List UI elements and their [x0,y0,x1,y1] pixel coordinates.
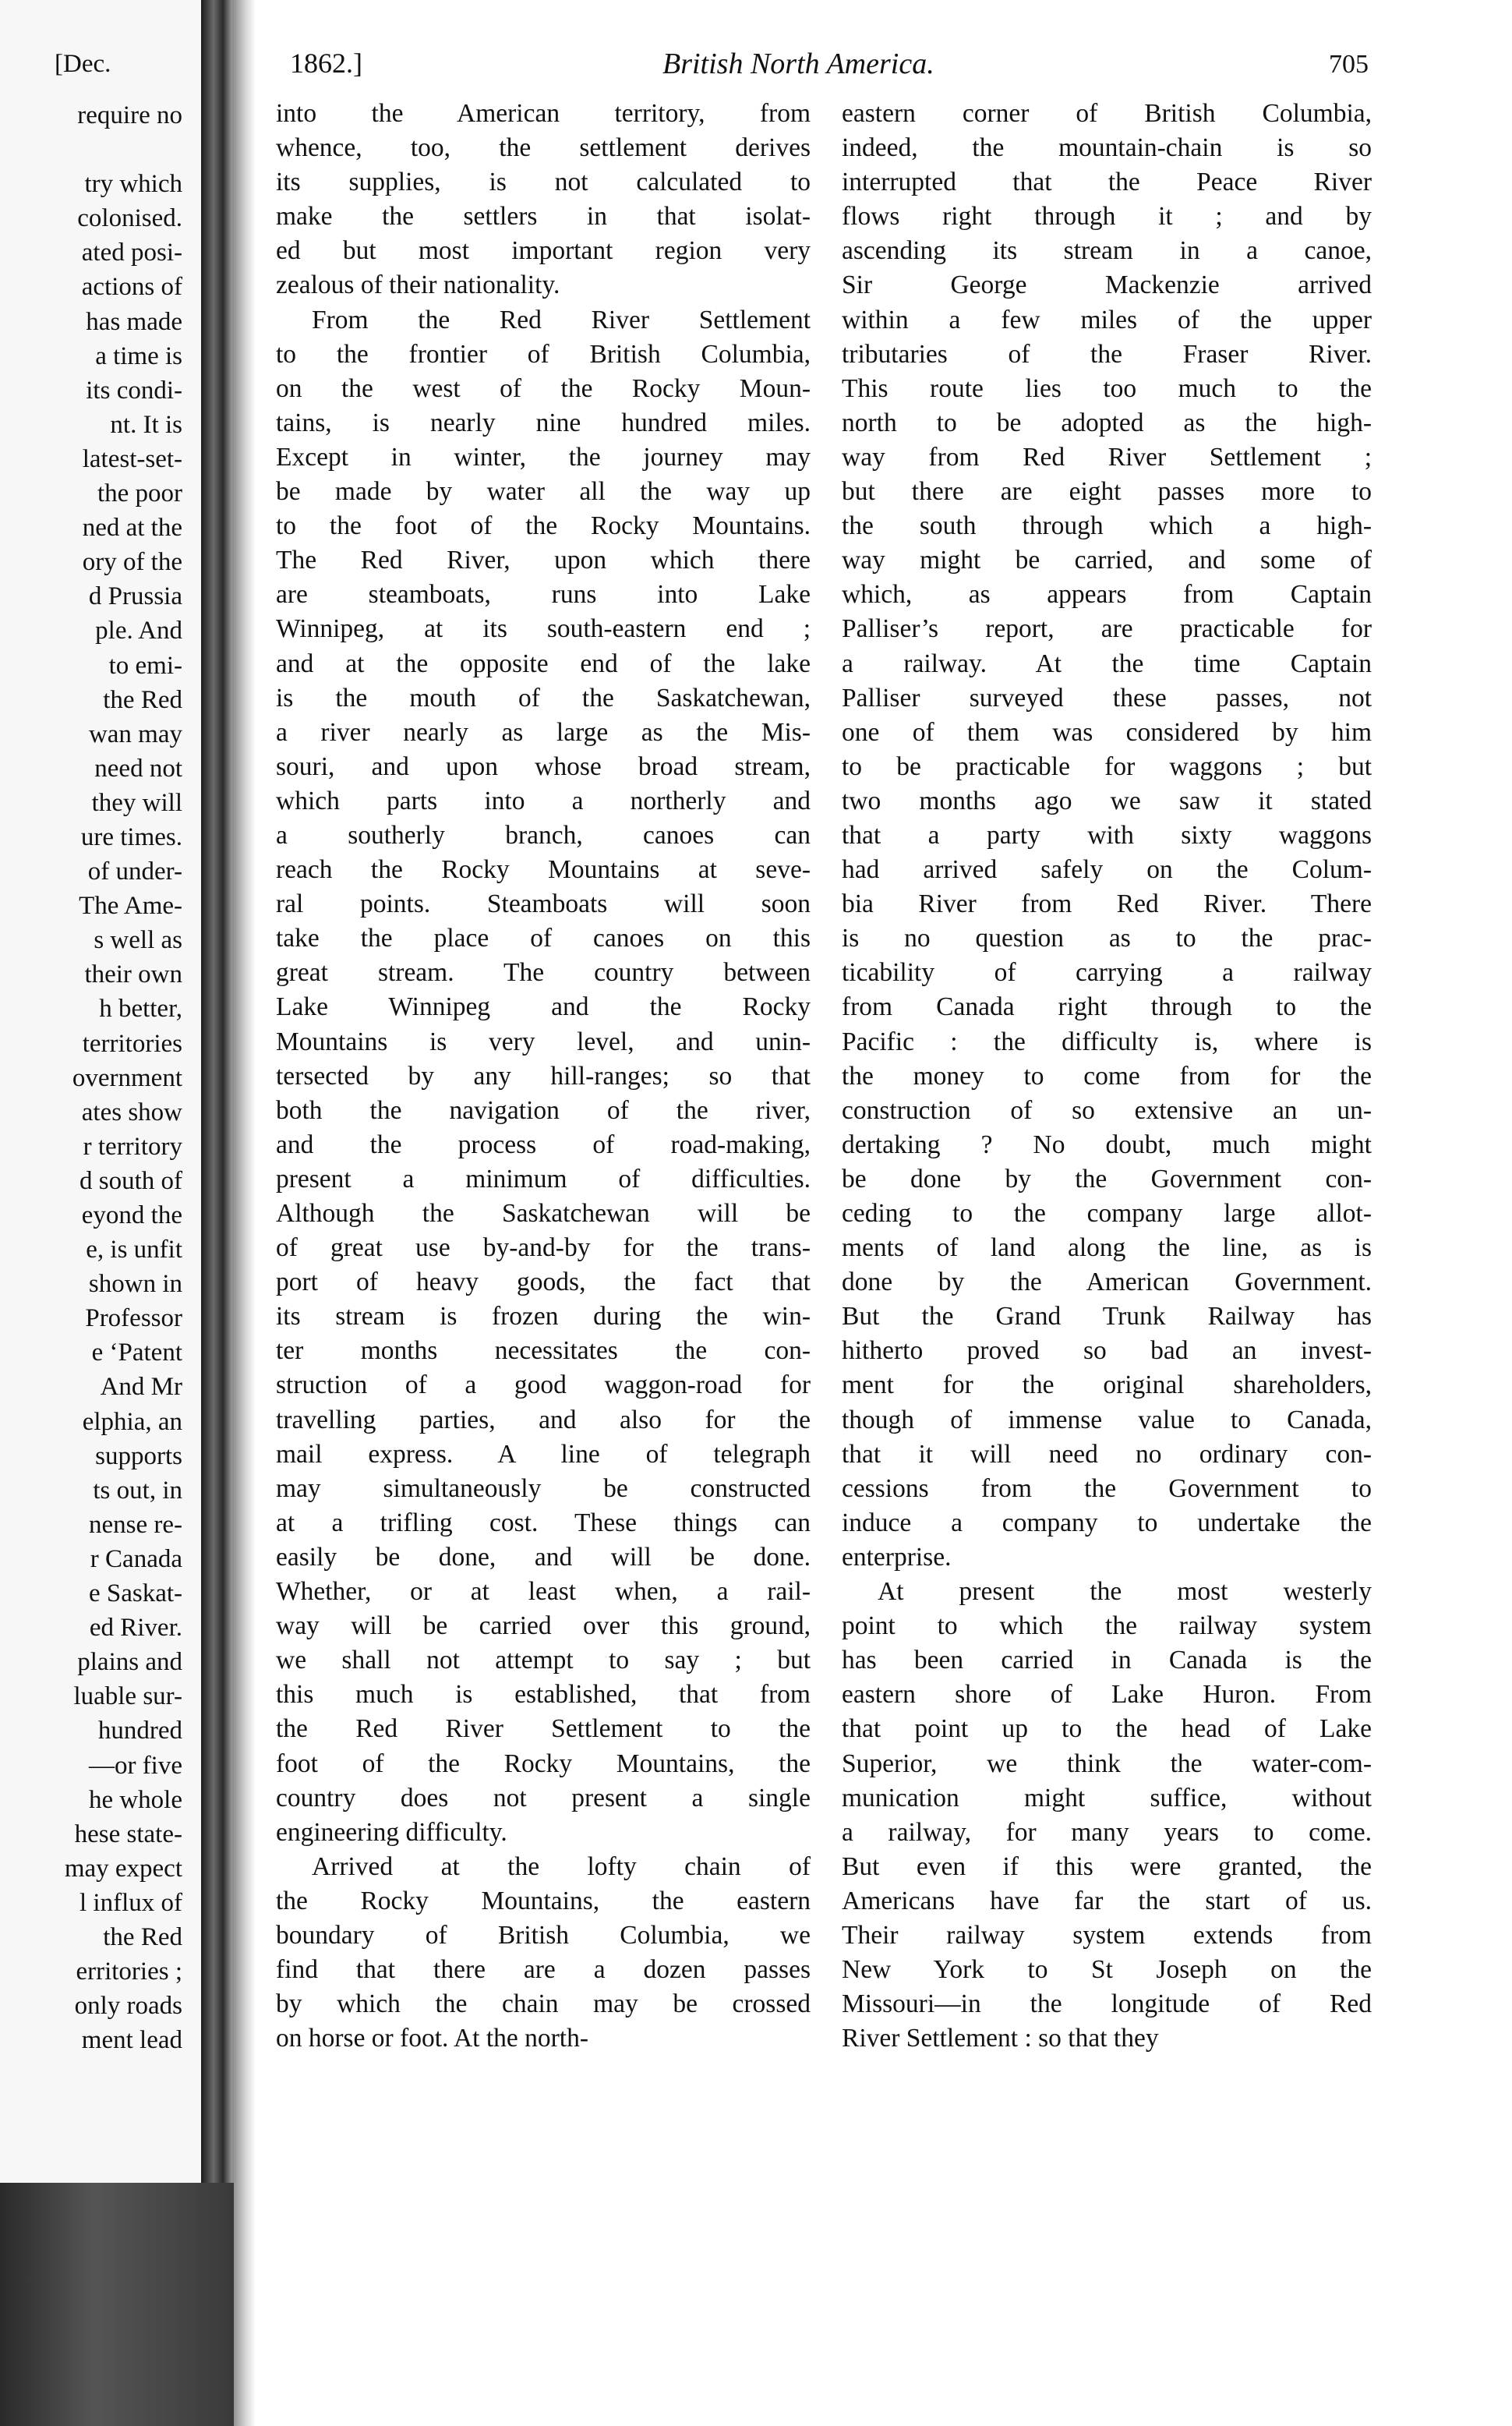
text-line: which, as appears from Captain [842,580,1372,610]
previous-page-line: r territory [83,1132,182,1161]
text-line: Palliser surveyed these passes, not [842,683,1372,713]
previous-page-line: supports [95,1441,182,1470]
previous-page-line: actions of [81,273,182,302]
text-line: ment for the original shareholders, [842,1370,1372,1400]
text-line: Lake Winnipeg and the Rocky [276,992,811,1022]
previous-page-line: Professor [85,1304,182,1333]
previous-page-line: r Canada [90,1544,182,1573]
text-line: great stream. The country between [276,958,811,988]
text-line: that point up to the head of Lake [842,1714,1372,1744]
text-line: the money to come from for the [842,1061,1372,1091]
previous-page-line: to emi- [108,651,182,680]
text-line: foot of the Rocky Mountains, the [276,1749,811,1778]
paragraph [842,1575,1372,2056]
previous-page-text [0,98,182,2057]
text-line: cessions from the Government to [842,1473,1372,1503]
text-line: Missouri—in the longitude of Red [842,1989,1372,2019]
text-line: its stream is frozen during the win- [276,1302,811,1331]
text-line: to the frontier of British Columbia, [276,339,811,369]
text-line: of great use by-and-by for the trans- [276,1233,811,1263]
text-line: had arrived safely on the Colum- [842,855,1372,885]
previous-page-line: a time is [95,341,182,370]
text-line: tains, is nearly nine hundred miles. [276,408,811,437]
text-line: souri, and upon whose broad stream, [276,751,811,781]
text-line: but there are eight passes more to [842,477,1372,507]
text-line: present a minimum of difficulties. [276,1164,811,1194]
text-line: flows right through it ; and by [842,202,1372,232]
text-line: port of heavy goods, the fact that [276,1268,811,1297]
text-line: whence, too, the settlement derives [276,133,811,163]
text-line: though of immense value to Canada, [842,1405,1372,1434]
text-line: from Canada right through to the [842,992,1372,1022]
text-line: boundary of British Columbia, we [276,1920,811,1950]
text-line: tersected by any hill-ranges; so that [276,1061,811,1091]
text-line: is the mouth of the Saskatchewan, [276,683,811,713]
text-line: mail express. A line of telegraph [276,1439,811,1469]
text-line: Although the Saskatchewan will be [276,1199,811,1228]
text-line: Whether, or at least when, a rail- [276,1577,811,1607]
previous-page-line: plains and [77,1648,182,1677]
text-line: From the Red River Settlement [312,305,811,334]
page-number: 705 [1329,50,1369,79]
paragraph [276,97,811,303]
text-line: easily be done, and will be done. [276,1542,811,1572]
text-line: has been carried in Canada is the [842,1646,1372,1675]
previous-page-line: —or five [88,1751,182,1780]
previous-page-fragment [0,0,201,2426]
page-edge-shadow [0,2183,234,2426]
text-line: dertaking ? No doubt, much might [842,1130,1372,1159]
text-line: The Red River, upon which there [276,546,811,575]
text-line: Palliser’s report, are practicable for [842,614,1372,644]
previous-page-line: shown in [88,1270,182,1299]
previous-page-line: try which [84,170,182,199]
text-line: Their railway system extends from [842,1920,1372,1950]
text-line: a southerly branch, canoes can [276,820,811,850]
text-line: make the settlers in that isolat- [276,202,811,232]
text-line: munication might suffice, without [842,1783,1372,1812]
previous-page-line: he whole [88,1785,182,1814]
previous-page-line: l influx of [79,1888,182,1917]
previous-page-line: ple. And [95,617,182,645]
text-line: point to which the railway system [842,1611,1372,1641]
text-line: both the navigation of the river, [276,1095,811,1125]
previous-page-line: erritories ; [76,1957,182,1986]
text-line: the Rocky Mountains, the eastern [276,1886,811,1915]
previous-page-line: wan may [88,720,182,748]
text-line: a river nearly as large as the Mis- [276,717,811,747]
text-line: way might be carried, and some of [842,546,1372,575]
text-line: that it will need no ordinary con- [842,1439,1372,1469]
text-line: reach the Rocky Mountains at seve- [276,855,811,885]
previous-page-line: nt. It is [110,410,182,439]
text-line: at a trifling cost. These things can [276,1508,811,1537]
header-title: British North America. [662,48,934,80]
previous-page-line: The Ame- [79,892,182,921]
previous-page-line: need not [94,754,182,783]
text-column-left [276,97,811,2056]
text-line: ments of land along the line, as is [842,1233,1372,1263]
text-column-right [842,97,1372,2056]
text-line: find that there are a dozen passes [276,1955,811,1985]
previous-page-line: of under- [87,858,182,886]
paragraph [842,97,1372,1575]
previous-page-line [0,133,182,167]
text-line: into the American territory, from [276,99,811,128]
previous-page-line: ates show [81,1098,182,1126]
text-line: But the Grand Trunk Railway has [842,1302,1372,1331]
previous-page-line: nense re- [88,1510,182,1539]
previous-page-line: e ‘Patent [91,1339,182,1367]
text-line: bia River from Red River. There [842,889,1372,919]
text-line: on horse or foot. At the north- [276,2024,589,2053]
text-line: the south through which a high- [842,511,1372,541]
previous-page-line: territories [82,1029,182,1058]
previous-page-line: ure times. [80,822,182,851]
previous-page-line: ated posi- [81,239,182,267]
text-line: that a party with sixty waggons [842,820,1372,850]
text-line: eastern shore of Lake Huron. From [842,1680,1372,1710]
previous-page-line: ts out, in [93,1476,182,1505]
previous-page-line: d south of [79,1166,182,1195]
previous-page-line: they will [91,788,182,817]
text-line: ceding to the company large allot- [842,1199,1372,1228]
text-line: Pacific : the difficulty is, where is [842,1027,1372,1056]
previous-page-line: s well as [94,926,182,955]
text-line: struction of a good waggon-road for [276,1370,811,1400]
text-line: way will be carried over this ground, [276,1611,811,1641]
previous-page-line: And Mr [100,1373,182,1402]
text-line: may simultaneously be constructed [276,1473,811,1503]
text-line: this much is established, that from [276,1680,811,1710]
text-line: Arrived at the lofty chain of [312,1851,811,1881]
previous-page-line: its condi- [86,376,182,405]
text-line: is no question as to the prac- [842,924,1372,953]
previous-page-line: luable sur- [73,1682,182,1711]
text-line: a railway, for many years to come. [842,1817,1372,1847]
text-line: ticability of carrying a railway [842,958,1372,988]
text-line: and at the opposite end of the lake [276,649,811,678]
text-line: and the process of road-making, [276,1130,811,1159]
text-line: This route lies too much to the [842,373,1372,403]
text-line: ral points. Steamboats will soon [276,889,811,919]
text-line: But even if this were granted, the [842,1851,1372,1881]
text-line: hitherto proved so bad an invest- [842,1336,1372,1366]
gutter-shadow [232,0,256,2426]
text-line: within a few miles of the upper [842,305,1372,334]
header-year: 1862.] [290,48,362,79]
previous-page-line: latest-set- [82,444,182,473]
previous-page-line: d Prussia [88,582,182,611]
text-line: a railway. At the time Captain [842,649,1372,678]
book-gutter [201,0,232,2426]
previous-page-line: only roads [74,1992,182,2021]
text-line: way from Red River Settlement ; [842,442,1372,472]
previous-page-line: e Saskat- [88,1579,182,1608]
previous-page-line: ned at the [82,514,182,543]
previous-page-line: require no [77,101,182,129]
text-line: zealous of their nationality. [276,271,560,300]
previous-page-header: [Dec. [55,50,111,78]
text-line: be made by water all the way up [276,477,811,507]
text-line: ter months necessitates the con- [276,1336,811,1366]
text-line: River Settlement : so that they [842,2024,1159,2053]
previous-page-line: overnment [72,1063,182,1092]
previous-page-line: hese state- [74,1820,182,1848]
previous-page-line: elphia, an [82,1407,182,1436]
text-line: ascending its stream in a canoe, [842,236,1372,266]
text-line: which parts into a northerly and [276,786,811,815]
text-line: tributaries of the Fraser River. [842,339,1372,369]
text-line: we shall not attempt to say ; but [276,1646,811,1675]
running-header [290,47,1369,86]
previous-page-line: h better, [99,995,182,1024]
previous-page-line: e, is unfit [86,1236,182,1264]
text-line: the Red River Settlement to the [276,1714,811,1744]
previous-page-line: ment lead [81,2026,182,2055]
text-line: north to be adopted as the high- [842,408,1372,437]
text-line: Except in winter, the journey may [276,442,811,472]
paragraph [276,303,811,1850]
text-line: engineering difficulty. [276,1817,507,1847]
text-line: travelling parties, and also for the [276,1405,811,1434]
text-line: on the west of the Rocky Moun- [276,373,811,403]
text-line: two months ago we saw it stated [842,786,1372,815]
text-line: country does not present a single [276,1783,811,1812]
text-line: Mountains is very level, and unin- [276,1027,811,1056]
previous-page-line: colonised. [77,204,182,233]
previous-page-line: their own [84,960,182,989]
text-line: by which the chain may be crossed [276,1989,811,2019]
text-line: construction of so extensive an un- [842,1095,1372,1125]
previous-page-line: ed River. [89,1614,182,1643]
text-line: ed but most important region very [276,236,811,266]
text-line: Superior, we think the water-com- [842,1749,1372,1778]
text-line: be done by the Government con- [842,1164,1372,1194]
text-line: New York to St Joseph on the [842,1955,1372,1985]
text-line: At present the most westerly [878,1577,1372,1607]
paragraph [276,1850,811,2056]
text-line: to the foot of the Rocky Mountains. [276,511,811,541]
text-line: enterprise. [842,1542,952,1572]
text-line: one of them was considered by him [842,717,1372,747]
text-line: are steamboats, runs into Lake [276,580,811,610]
previous-page-line: hundred [97,1717,182,1745]
text-line: its supplies, is not calculated to [276,168,811,197]
text-line: done by the American Government. [842,1268,1372,1297]
text-line: induce a company to undertake the [842,1508,1372,1537]
previous-page-line: the Red [103,685,182,714]
text-line: Winnipeg, at its south-eastern end ; [276,614,811,644]
text-line: Americans have far the start of us. [842,1886,1372,1915]
previous-page-line: the Red [103,1922,182,1951]
previous-page-line: ory of the [82,548,182,577]
previous-page-line: eyond the [81,1201,182,1229]
previous-page-line: may expect [64,1854,182,1883]
text-line: Sir George Mackenzie arrived [842,271,1372,300]
text-line: take the place of canoes on this [276,924,811,953]
previous-page-line: has made [86,307,182,336]
text-line: interrupted that the Peace River [842,168,1372,197]
text-line: indeed, the mountain-chain is so [842,133,1372,163]
previous-page-line: the poor [97,479,182,508]
text-line: to be practicable for waggons ; but [842,751,1372,781]
text-line: eastern corner of British Columbia, [842,99,1372,128]
